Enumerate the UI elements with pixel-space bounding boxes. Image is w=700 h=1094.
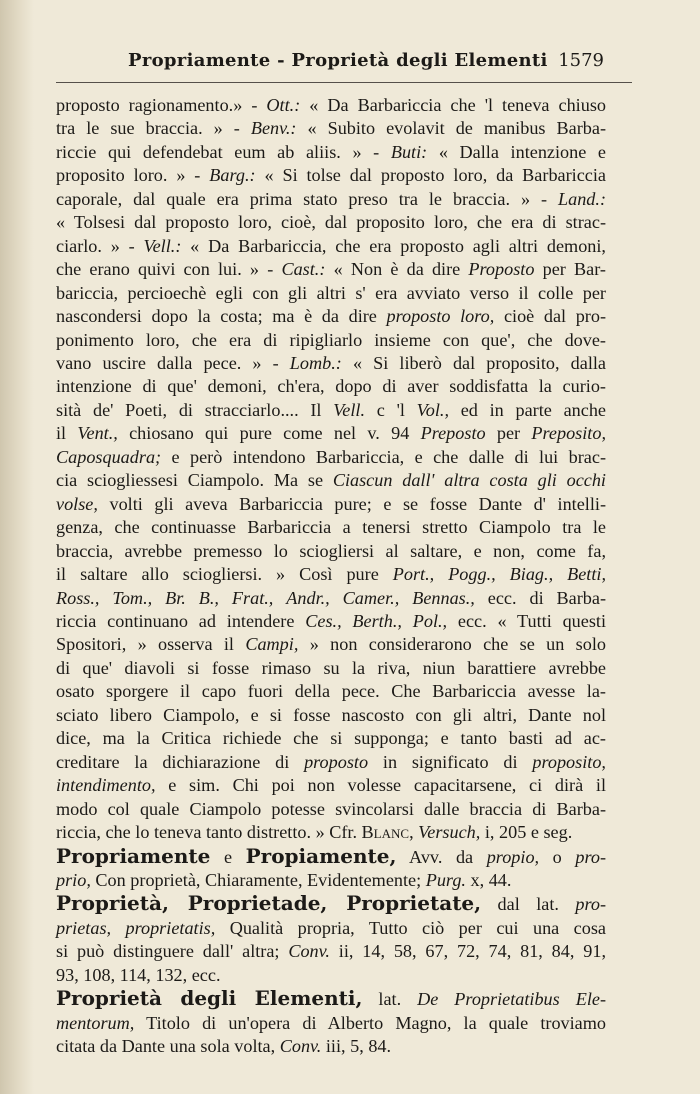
text-line: Spositori, » osserva il Campi, » non considerarono che se un solo — [56, 634, 606, 655]
text-column — [56, 94, 606, 1059]
text-line: intendimento, e sim. Chi poi non volesse capacitarsene, ci dirà il — [56, 775, 606, 796]
text-line: modo col quale Ciampolo potesse svincolarsi dalle braccia di Barba- — [56, 798, 606, 819]
text-line: caporale, dal quale era prima stato preso tra le braccia. » - Land.: — [56, 188, 606, 209]
text-line: sciato libero Ciampolo, e si fosse nascosto con gli altri, Dante nol — [56, 704, 606, 725]
text-line: ciarlo. » - Vell.: « Da Barbariccia, che era proposto agli altri demoni, — [56, 235, 606, 256]
text-line: Proprietà, Proprietade, Proprietate, dal lat. pro- — [56, 891, 607, 916]
text-line: proposto ragionamento.» - Ott.: « Da Barbariccia che 'l teneva chiuso — [56, 95, 606, 115]
text-line: riccia continuano ad intendere Ces., Berth., Pol., ecc. « Tutti questi — [56, 610, 607, 631]
text-line: cia sciogliessesi Ciampolo. Ma se Ciascun dall' altra costa gli occhi — [56, 470, 606, 491]
text-line: dice, ma la Critica richiede che si supponga; e tanto basti ad ac- — [56, 728, 606, 749]
text-line: bariccia, percioechè egli con gli altri s' era avviato verso il colle per — [56, 282, 606, 303]
text-line: intenzione di que' demoni, ch'era, dopo di aver soddisfatta la curio- — [56, 376, 606, 397]
text-line: genza, che continuasse Barbariccia a tenersi stretto Ciampolo tra le — [56, 517, 606, 538]
entry-headword: Proprietà degli Elementi, — [56, 986, 363, 1011]
text-line: riccie qui defendebat eum ab aliis. » - Buti: « Dalla intenzione e — [56, 141, 606, 162]
text-line: « Tolsesi dal proposto loro, cioè, dal proposito loro, che era di strac- — [56, 212, 606, 233]
entry-headword: Propriamente — [56, 843, 211, 868]
text-line: mentorum, Titolo di un'opera di Alberto Magno, la quale troviamo — [56, 1012, 606, 1033]
text-line: Ross., Tom., Br. B., Frat., Andr., Camer., Bennas., ecc. di Barba- — [56, 587, 607, 608]
page-number: 1579 — [558, 50, 604, 71]
text-line: che erano quivi con lui. » - Cast.: « Non è da dire Proposto per Bar- — [56, 259, 606, 280]
text-line: si può distinguere dall' altra; Conv. ii, 14, 58, 67, 72, 74, 81, 84, 91, — [56, 941, 606, 962]
continuation-paragraph — [56, 94, 606, 845]
text-line: Propriamente e Propiamente, Avv. da propio, o pro- — [56, 843, 607, 868]
text-line: creditare la dichiarazione di proposto in significato di proposito, — [56, 751, 606, 772]
dictionary-entry-proprieta-degli-elementi — [56, 987, 606, 1058]
text-line: osato sporgere il capo fuori della pece. Che Barbariccia avesse la- — [56, 681, 606, 702]
entry-headword: Propiamente, — [245, 843, 397, 868]
entry-headword: Proprietà, Proprietade, Proprietate, — [56, 891, 482, 916]
text-line: nascondersi dopo la costa; ma è da dire proposto loro, cioè dal pro- — [56, 306, 607, 327]
text-line: prietas, proprietatis, Qualità propria, Tutto ciò per cui una cosa — [56, 917, 606, 938]
text-line: il saltare allo sciogliersi. » Così pure Port., Pogg., Biag., Betti, — [56, 564, 606, 585]
running-head: Propriamente - Proprietà degli Elementi — [128, 50, 548, 71]
dictionary-entry-proprieta — [56, 892, 606, 987]
text-line: volse, volti gli aveva Barbariccia pure; e se fosse Dante d' intelli- — [56, 493, 606, 514]
text-line: di que' diavoli si fosse rimaso su la riva, niun barattiere avrebbe — [56, 657, 606, 678]
text-line: tra le sue braccia. » - Benv.: « Subito evolavit de manibus Barba- — [56, 118, 607, 139]
text-line: citata da Dante una sola volta, Conv. iii, 5, 84. — [56, 1036, 392, 1057]
page-header — [56, 48, 632, 83]
text-line: proposito loro. » - Barg.: « Si tolse dal proposto loro, da Barbariccia — [56, 165, 606, 186]
dictionary-entry-propriamente — [56, 845, 606, 893]
text-line: sità de' Poeti, di stracciarlo.... Il Vell. c 'l Vol., ed in parte anche — [56, 399, 606, 420]
text-line: Proprietà degli Elementi, lat. De Proprietatibus Ele- — [56, 986, 606, 1011]
text-line: Caposquadra; e però intendono Barbariccia, e che dalle di lui brac- — [56, 446, 606, 467]
text-line: prio, Con proprietà, Chiaramente, Evidentemente; Purg. x, 44. — [56, 869, 512, 890]
text-line: ponimento loro, che era di ripigliarlo insieme con que', che dove- — [56, 329, 606, 350]
text-line: 93, 108, 114, 132, ecc. — [56, 964, 221, 985]
text-line: vano uscire dalla pece. » - Lomb.: « Si liberò dal proposito, dalla — [56, 352, 606, 373]
text-line: braccia, avrebbe premesso lo sciogliersi al saltare, e non, come fa, — [56, 540, 606, 561]
text-line: il Vent., chiosano qui pure come nel v. 94 Preposto per Preposito, — [56, 423, 607, 444]
text-line: riccia, che lo teneva tanto distretto. » Cfr. Blanc, Versuch, i, 205 e seg. — [56, 822, 573, 843]
